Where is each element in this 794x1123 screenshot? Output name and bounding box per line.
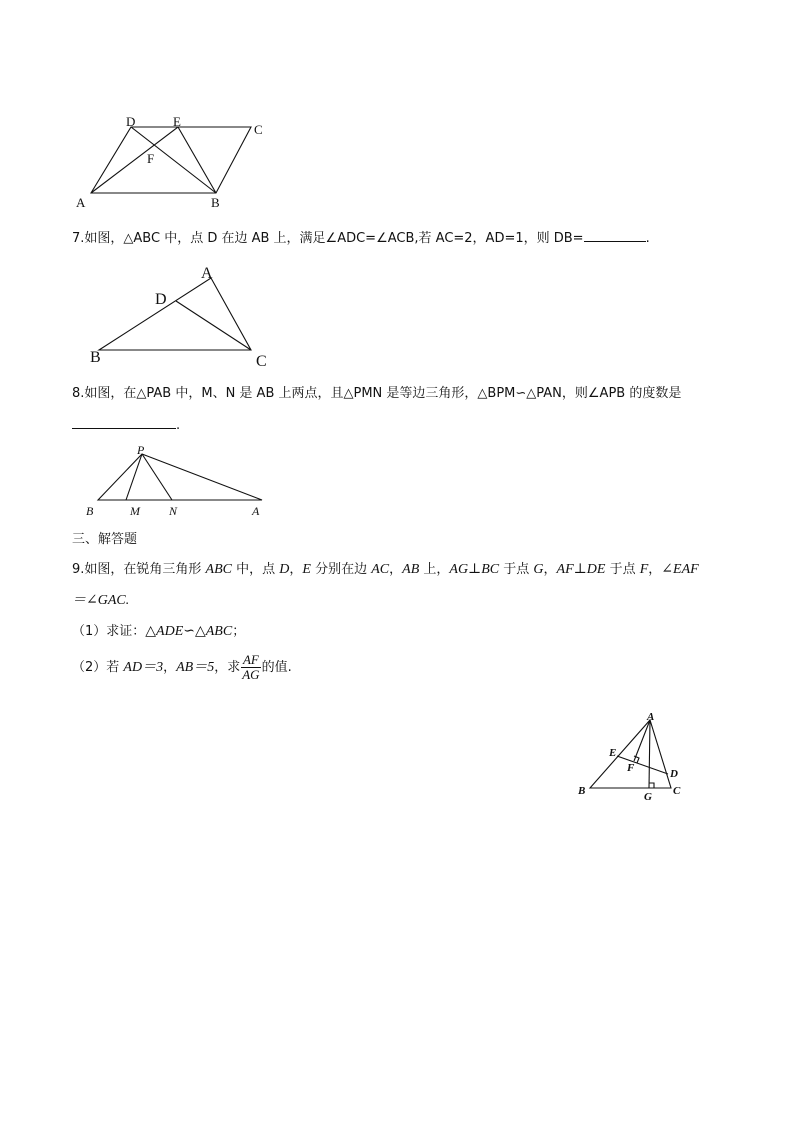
- q9-text: ，求: [214, 660, 241, 675]
- fraction-numerator: AF: [242, 652, 259, 667]
- question-7-text: 7.如图，△ABC 中，点 D 在边 AB 上，满足∠ADC=∠ACB,若 AC=2，AD=1，则 DB=: [72, 231, 584, 246]
- answer-blank-q8[interactable]: [72, 416, 176, 429]
- label-a: A: [647, 711, 655, 723]
- figure-q8-triangle: [80, 442, 275, 522]
- section-title: 三、解答题: [72, 532, 138, 547]
- q9-var-af-de: AF⊥DE: [556, 562, 606, 577]
- label-a: A: [76, 195, 86, 210]
- figure-q7-triangle: [85, 262, 285, 372]
- question-8-text: 8.如图，在△PAB 中，M、N 是 AB 上两点，且△PMN 是等边三角形，△BPM∽△PAN，则∠APB 的度数是: [72, 386, 682, 401]
- q9-text: ，: [543, 562, 557, 577]
- segment-ae: [91, 127, 178, 193]
- q9-var-eaf: ∠EAF: [661, 562, 699, 577]
- segment-ed: [617, 756, 668, 774]
- label-m: M: [130, 504, 140, 518]
- section-heading: [72, 531, 137, 549]
- segment-dc: [176, 301, 251, 350]
- label-a: A: [201, 265, 213, 282]
- q9-var-gac: ＝∠GAC.: [72, 593, 130, 608]
- right-angle-mark-g: [649, 783, 654, 788]
- segment-pn: [142, 454, 172, 500]
- label-b: B: [90, 349, 101, 366]
- label-d: D: [126, 114, 136, 129]
- question-8-answer-line: [72, 416, 180, 435]
- label-f: F: [147, 151, 155, 166]
- segment-db: [131, 127, 216, 193]
- q9-var-d: D: [279, 562, 290, 577]
- question-9-line-1: [72, 561, 699, 579]
- altitude-ag: [649, 720, 650, 788]
- figure-q6-parallelogram: [70, 110, 280, 215]
- question-7: [72, 229, 650, 248]
- segment-af: [634, 720, 650, 761]
- answer-blank-q7[interactable]: [584, 229, 646, 242]
- q9-var-f: F: [639, 562, 649, 577]
- q9-text: 的值.: [261, 660, 292, 675]
- q9-text: 9.如图，在锐角三角形: [72, 562, 206, 577]
- q9-text: ；: [232, 624, 246, 639]
- q9-text: 中，点: [232, 562, 280, 577]
- triangle-abc: [99, 278, 251, 350]
- q9-text: 于点: [499, 562, 534, 577]
- q9-part2-label: （2）若: [72, 660, 124, 675]
- triangle-pab: [98, 454, 262, 500]
- q9-text: ，: [648, 562, 662, 577]
- question-9-line-2: [72, 592, 129, 610]
- label-n: N: [169, 504, 178, 518]
- label-c: C: [673, 785, 681, 797]
- q9-part2-ad: AD＝3: [123, 660, 164, 675]
- label-p: P: [137, 443, 145, 457]
- question-9-part-1: [72, 623, 245, 641]
- parallelogram-abcd: [91, 127, 251, 193]
- label-c: C: [256, 353, 267, 370]
- label-e: E: [173, 114, 181, 129]
- segment-eb: [178, 127, 216, 193]
- label-e: E: [609, 747, 617, 759]
- q9-part1-expr: △ADE∽△ABC: [145, 624, 233, 639]
- label-a: A: [252, 504, 260, 518]
- label-g: G: [644, 791, 652, 803]
- label-c: C: [254, 122, 263, 137]
- fraction-af-ag: [241, 653, 260, 682]
- q9-part1-label: （1）求证：: [72, 624, 146, 639]
- question-9-part-2: [72, 651, 292, 685]
- q9-var-ab: AB: [402, 562, 420, 577]
- q9-var-ac: AC: [371, 562, 390, 577]
- q9-var-e: E: [302, 562, 311, 577]
- q9-text: 上，: [419, 562, 450, 577]
- q9-text: ，: [289, 562, 303, 577]
- q9-text: ，: [389, 562, 403, 577]
- q9-text: 分别在边: [310, 562, 372, 577]
- triangle-abc: [590, 720, 671, 788]
- q9-part2-ab: AB＝5: [176, 660, 215, 675]
- q9-var-abc: ABC: [205, 562, 232, 577]
- fraction-denominator: AG: [242, 667, 260, 682]
- label-d: D: [670, 768, 678, 780]
- segment-pm: [126, 454, 142, 500]
- question-8: [72, 385, 681, 403]
- q9-text: 于点: [605, 562, 640, 577]
- label-b: B: [211, 195, 220, 210]
- q9-var-g: G: [533, 562, 544, 577]
- label-f: F: [627, 762, 635, 774]
- figure-q9-triangle: [572, 708, 692, 806]
- question-7-end: .: [645, 231, 650, 246]
- label-b: B: [86, 504, 94, 518]
- label-d: D: [155, 291, 167, 308]
- q9-var-ag-bc: AG⊥BC: [449, 562, 500, 577]
- q9-text: ，: [163, 660, 177, 675]
- question-8-end: .: [176, 418, 181, 433]
- label-b: B: [578, 785, 586, 797]
